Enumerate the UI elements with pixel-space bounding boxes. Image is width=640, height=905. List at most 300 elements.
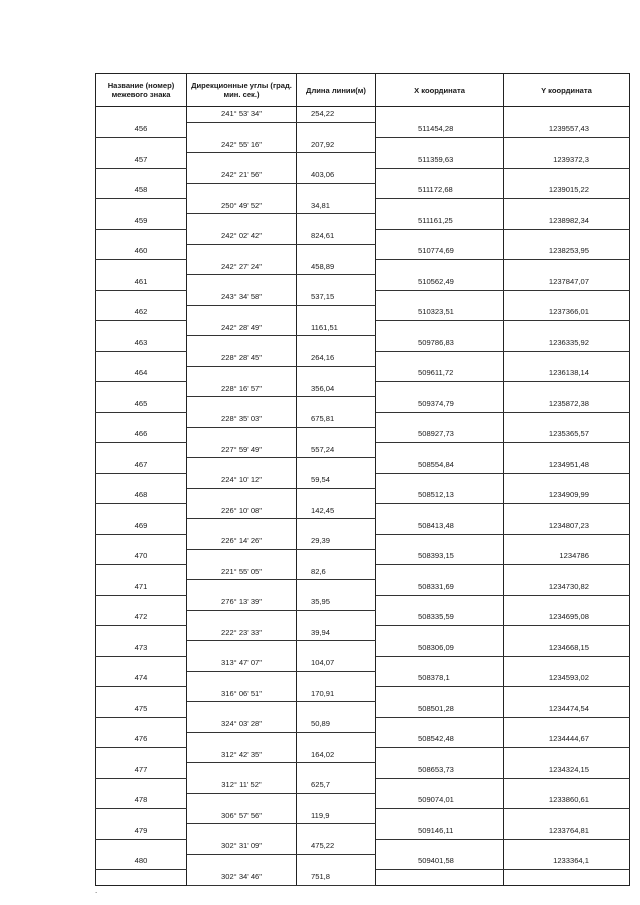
line-length: 557,24 (297, 443, 376, 458)
empty-cell (504, 473, 630, 488)
point-row (96, 641, 630, 656)
empty-cell (504, 748, 630, 763)
empty-cell (504, 595, 630, 610)
empty-cell (187, 275, 297, 290)
header-length: Длина линии(м) (297, 74, 376, 107)
empty-cell (297, 641, 376, 656)
direction-angle: 306° 57' 56" (187, 809, 297, 824)
y-coordinate: 1233764,81 (504, 824, 630, 839)
point-name: 457 (96, 153, 187, 168)
coordinates-sheet (95, 73, 629, 886)
empty-cell (297, 397, 376, 412)
empty-cell (96, 229, 187, 244)
empty-cell (187, 824, 297, 839)
point-name: 479 (96, 824, 187, 839)
empty-cell (504, 717, 630, 732)
point-name: 477 (96, 763, 187, 778)
direction-angle: 242° 21' 56" (187, 168, 297, 183)
x-coordinate: 509401,58 (376, 854, 504, 869)
y-coordinate: 1239015,22 (504, 183, 630, 198)
y-coordinate: 1234695,08 (504, 610, 630, 625)
line-length: 59,54 (297, 473, 376, 488)
empty-cell (297, 519, 376, 534)
point-row (96, 183, 630, 198)
empty-cell (297, 671, 376, 686)
x-coordinate: 510774,69 (376, 244, 504, 259)
empty-cell (297, 488, 376, 503)
direction-angle: 242° 28' 49" (187, 321, 297, 336)
point-row (96, 458, 630, 473)
segment-row (96, 534, 630, 549)
line-length: 356,04 (297, 382, 376, 397)
point-row (96, 336, 630, 351)
empty-cell (187, 793, 297, 808)
point-name: 469 (96, 519, 187, 534)
empty-cell (96, 199, 187, 214)
y-coordinate: 1234593,02 (504, 671, 630, 686)
point-name: 462 (96, 305, 187, 320)
point-row (96, 763, 630, 778)
empty-cell (504, 504, 630, 519)
y-coordinate: 1237366,01 (504, 305, 630, 320)
empty-cell (504, 565, 630, 580)
point-name: 465 (96, 397, 187, 412)
empty-cell (376, 138, 504, 153)
empty-cell (376, 534, 504, 549)
empty-cell (297, 549, 376, 564)
empty-cell (504, 321, 630, 336)
point-row (96, 580, 630, 595)
empty-cell (96, 778, 187, 793)
empty-cell (504, 382, 630, 397)
point-name: 470 (96, 549, 187, 564)
line-length: 751,8 (297, 870, 376, 886)
line-length: 119,9 (297, 809, 376, 824)
line-length: 142,45 (297, 504, 376, 519)
x-coordinate: 509374,79 (376, 397, 504, 412)
point-name: 456 (96, 122, 187, 137)
empty-cell (187, 122, 297, 137)
table-body (96, 107, 630, 886)
y-coordinate: 1234786 (504, 549, 630, 564)
empty-cell (96, 595, 187, 610)
empty-cell (297, 244, 376, 259)
segment-row (96, 687, 630, 702)
direction-angle: 227° 59' 49" (187, 443, 297, 458)
segment-row (96, 382, 630, 397)
x-coordinate: 508512,13 (376, 488, 504, 503)
direction-angle: 226° 14' 26" (187, 534, 297, 549)
segment-row (96, 504, 630, 519)
empty-cell (297, 275, 376, 290)
empty-cell (376, 382, 504, 397)
point-name: 478 (96, 793, 187, 808)
empty-cell (96, 565, 187, 580)
y-coordinate: 1234807,23 (504, 519, 630, 534)
header-y: Y координата (504, 74, 630, 107)
empty-cell (376, 443, 504, 458)
line-length: 403,06 (297, 168, 376, 183)
x-coordinate: 508413,48 (376, 519, 504, 534)
x-coordinate: 511161,25 (376, 214, 504, 229)
direction-angle: 222° 23' 33" (187, 626, 297, 641)
y-coordinate: 1234951,48 (504, 458, 630, 473)
segment-row (96, 107, 630, 123)
empty-cell (187, 610, 297, 625)
empty-cell (96, 534, 187, 549)
segment-row (96, 809, 630, 824)
empty-cell (96, 473, 187, 488)
empty-cell (187, 427, 297, 442)
point-row (96, 824, 630, 839)
empty-cell (96, 321, 187, 336)
segment-row (96, 778, 630, 793)
x-coordinate: 508927,73 (376, 427, 504, 442)
direction-angle: 250° 49' 52" (187, 199, 297, 214)
line-length: 625,7 (297, 778, 376, 793)
segment-row (96, 595, 630, 610)
empty-cell (376, 839, 504, 854)
empty-cell (96, 138, 187, 153)
empty-cell (297, 458, 376, 473)
line-length: 207,92 (297, 138, 376, 153)
empty-cell (96, 656, 187, 671)
line-length: 824,61 (297, 229, 376, 244)
empty-cell (504, 656, 630, 671)
segment-row (96, 351, 630, 366)
line-length: 537,15 (297, 290, 376, 305)
x-coordinate: 508542,48 (376, 732, 504, 747)
empty-cell (187, 641, 297, 656)
x-coordinate: 511359,63 (376, 153, 504, 168)
empty-cell (376, 199, 504, 214)
x-coordinate: 508335,59 (376, 610, 504, 625)
direction-angle: 243° 34' 58" (187, 290, 297, 305)
empty-cell (504, 626, 630, 641)
x-coordinate: 509146,11 (376, 824, 504, 839)
x-coordinate: 509786,83 (376, 336, 504, 351)
direction-angle: 228° 35' 03" (187, 412, 297, 427)
empty-cell (96, 717, 187, 732)
point-row (96, 305, 630, 320)
segment-row (96, 199, 630, 214)
point-name: 471 (96, 580, 187, 595)
segment-row (96, 839, 630, 854)
segment-row (96, 290, 630, 305)
y-coordinate: 1238982,34 (504, 214, 630, 229)
y-coordinate: 1239557,43 (504, 122, 630, 137)
direction-angle: 324° 03' 28" (187, 717, 297, 732)
point-name: 463 (96, 336, 187, 351)
direction-angle: 313° 47' 07" (187, 656, 297, 671)
empty-cell (504, 168, 630, 183)
line-length: 458,89 (297, 260, 376, 275)
empty-cell (297, 122, 376, 137)
point-name: 460 (96, 244, 187, 259)
point-name: 472 (96, 610, 187, 625)
empty-cell (376, 809, 504, 824)
segment-row (96, 260, 630, 275)
empty-cell (297, 153, 376, 168)
x-coordinate: 508501,28 (376, 702, 504, 717)
empty-cell (187, 702, 297, 717)
segment-row (96, 138, 630, 153)
direction-angle: 242° 02' 42" (187, 229, 297, 244)
line-length: 675,81 (297, 412, 376, 427)
empty-cell (504, 870, 630, 886)
x-coordinate: 508554,84 (376, 458, 504, 473)
y-coordinate: 1235872,38 (504, 397, 630, 412)
y-coordinate: 1238253,95 (504, 244, 630, 259)
empty-cell (376, 870, 504, 886)
point-row (96, 671, 630, 686)
x-coordinate: 508653,73 (376, 763, 504, 778)
point-row (96, 153, 630, 168)
empty-cell (187, 763, 297, 778)
line-length: 104,07 (297, 656, 376, 671)
y-coordinate: 1234909,99 (504, 488, 630, 503)
empty-cell (376, 229, 504, 244)
segment-row (96, 473, 630, 488)
empty-cell (376, 565, 504, 580)
empty-cell (187, 214, 297, 229)
x-coordinate: 508306,09 (376, 641, 504, 656)
point-name: 474 (96, 671, 187, 686)
point-row (96, 793, 630, 808)
empty-cell (297, 763, 376, 778)
point-name: 480 (96, 854, 187, 869)
segment-row (96, 565, 630, 580)
point-row (96, 122, 630, 137)
empty-cell (96, 870, 187, 886)
empty-cell (187, 549, 297, 564)
empty-cell (297, 732, 376, 747)
empty-cell (187, 488, 297, 503)
empty-cell (187, 458, 297, 473)
direction-angle: 302° 31' 09" (187, 839, 297, 854)
segment-row (96, 412, 630, 427)
empty-cell (376, 321, 504, 336)
x-coordinate: 510323,51 (376, 305, 504, 320)
header-angle: Дирекционные углы (град. мин. сек.) (187, 74, 297, 107)
point-name: 459 (96, 214, 187, 229)
direction-angle: 316° 06' 51" (187, 687, 297, 702)
empty-cell (96, 382, 187, 397)
empty-cell (504, 443, 630, 458)
empty-cell (376, 351, 504, 366)
header-x: X координата (376, 74, 504, 107)
y-coordinate: 1233364,1 (504, 854, 630, 869)
empty-cell (504, 534, 630, 549)
direction-angle: 312° 11' 52" (187, 778, 297, 793)
direction-angle: 302° 34' 46" (187, 870, 297, 886)
point-name: 467 (96, 458, 187, 473)
y-coordinate: 1234474,54 (504, 702, 630, 717)
empty-cell (96, 412, 187, 427)
point-name: 461 (96, 275, 187, 290)
header-row (96, 74, 630, 107)
empty-cell (96, 809, 187, 824)
segment-row (96, 229, 630, 244)
empty-cell (187, 336, 297, 351)
y-coordinate: 1234668,15 (504, 641, 630, 656)
empty-cell (297, 305, 376, 320)
empty-cell (297, 183, 376, 198)
point-name: 464 (96, 366, 187, 381)
y-coordinate: 1233860,61 (504, 793, 630, 808)
segment-row (96, 443, 630, 458)
line-length: 50,89 (297, 717, 376, 732)
empty-cell (187, 153, 297, 168)
point-name: 468 (96, 488, 187, 503)
empty-cell (297, 854, 376, 869)
empty-cell (376, 626, 504, 641)
empty-cell (297, 580, 376, 595)
point-row (96, 610, 630, 625)
empty-cell (376, 748, 504, 763)
y-coordinate: 1234444,67 (504, 732, 630, 747)
empty-cell (297, 824, 376, 839)
point-row (96, 244, 630, 259)
segment-row (96, 748, 630, 763)
point-row (96, 549, 630, 564)
x-coordinate: 511172,68 (376, 183, 504, 198)
empty-cell (376, 107, 504, 123)
boundary-coordinates-table (95, 73, 630, 886)
empty-cell (376, 717, 504, 732)
x-coordinate: 508393,15 (376, 549, 504, 564)
empty-cell (297, 427, 376, 442)
y-coordinate: 1235365,57 (504, 427, 630, 442)
line-length: 264,16 (297, 351, 376, 366)
segment-row (96, 626, 630, 641)
line-length: 35,95 (297, 595, 376, 610)
empty-cell (376, 260, 504, 275)
empty-cell (376, 412, 504, 427)
line-length: 475,22 (297, 839, 376, 854)
point-row (96, 214, 630, 229)
direction-angle: 276° 13' 39" (187, 595, 297, 610)
empty-cell (96, 168, 187, 183)
y-coordinate: 1236335,92 (504, 336, 630, 351)
segment-row (96, 870, 630, 886)
line-length: 29,39 (297, 534, 376, 549)
direction-angle: 312° 42' 35" (187, 748, 297, 763)
empty-cell (187, 366, 297, 381)
empty-cell (297, 702, 376, 717)
empty-cell (297, 793, 376, 808)
point-row (96, 519, 630, 534)
empty-cell (96, 839, 187, 854)
y-coordinate: 1236138,14 (504, 366, 630, 381)
footer-mark: . (95, 886, 98, 895)
empty-cell (187, 519, 297, 534)
segment-row (96, 321, 630, 336)
point-name: 476 (96, 732, 187, 747)
empty-cell (96, 504, 187, 519)
empty-cell (297, 610, 376, 625)
empty-cell (504, 199, 630, 214)
point-row (96, 427, 630, 442)
line-length: 39,94 (297, 626, 376, 641)
y-coordinate: 1239372,3 (504, 153, 630, 168)
empty-cell (376, 473, 504, 488)
empty-cell (297, 336, 376, 351)
empty-cell (504, 107, 630, 123)
line-length: 170,91 (297, 687, 376, 702)
segment-row (96, 168, 630, 183)
point-name: 458 (96, 183, 187, 198)
empty-cell (187, 854, 297, 869)
direction-angle: 228° 16' 57" (187, 382, 297, 397)
empty-cell (376, 168, 504, 183)
empty-cell (96, 107, 187, 123)
direction-angle: 228° 28' 45" (187, 351, 297, 366)
line-length: 82,6 (297, 565, 376, 580)
empty-cell (96, 443, 187, 458)
point-name: 473 (96, 641, 187, 656)
empty-cell (376, 656, 504, 671)
empty-cell (504, 290, 630, 305)
empty-cell (96, 290, 187, 305)
line-length: 254,22 (297, 107, 376, 123)
direction-angle: 226° 10' 08" (187, 504, 297, 519)
x-coordinate: 508378,1 (376, 671, 504, 686)
empty-cell (504, 351, 630, 366)
point-name: 466 (96, 427, 187, 442)
empty-cell (96, 687, 187, 702)
empty-cell (96, 626, 187, 641)
x-coordinate: 510562,49 (376, 275, 504, 290)
line-length: 1161,51 (297, 321, 376, 336)
empty-cell (187, 305, 297, 320)
empty-cell (187, 580, 297, 595)
empty-cell (376, 504, 504, 519)
empty-cell (504, 809, 630, 824)
point-row (96, 732, 630, 747)
empty-cell (504, 839, 630, 854)
empty-cell (376, 595, 504, 610)
empty-cell (504, 138, 630, 153)
empty-cell (96, 748, 187, 763)
y-coordinate: 1234730,82 (504, 580, 630, 595)
point-row (96, 366, 630, 381)
segment-row (96, 656, 630, 671)
empty-cell (297, 366, 376, 381)
empty-cell (504, 687, 630, 702)
point-row (96, 702, 630, 717)
empty-cell (187, 397, 297, 412)
point-row (96, 488, 630, 503)
point-row (96, 275, 630, 290)
x-coordinate: 509074,01 (376, 793, 504, 808)
empty-cell (504, 778, 630, 793)
empty-cell (376, 687, 504, 702)
empty-cell (504, 229, 630, 244)
empty-cell (96, 260, 187, 275)
point-row (96, 854, 630, 869)
point-row (96, 397, 630, 412)
segment-row (96, 717, 630, 732)
empty-cell (96, 351, 187, 366)
empty-cell (376, 778, 504, 793)
x-coordinate: 511454,28 (376, 122, 504, 137)
x-coordinate: 509611,72 (376, 366, 504, 381)
line-length: 34,81 (297, 199, 376, 214)
empty-cell (187, 244, 297, 259)
y-coordinate: 1234324,15 (504, 763, 630, 778)
direction-angle: 221° 55' 05" (187, 565, 297, 580)
